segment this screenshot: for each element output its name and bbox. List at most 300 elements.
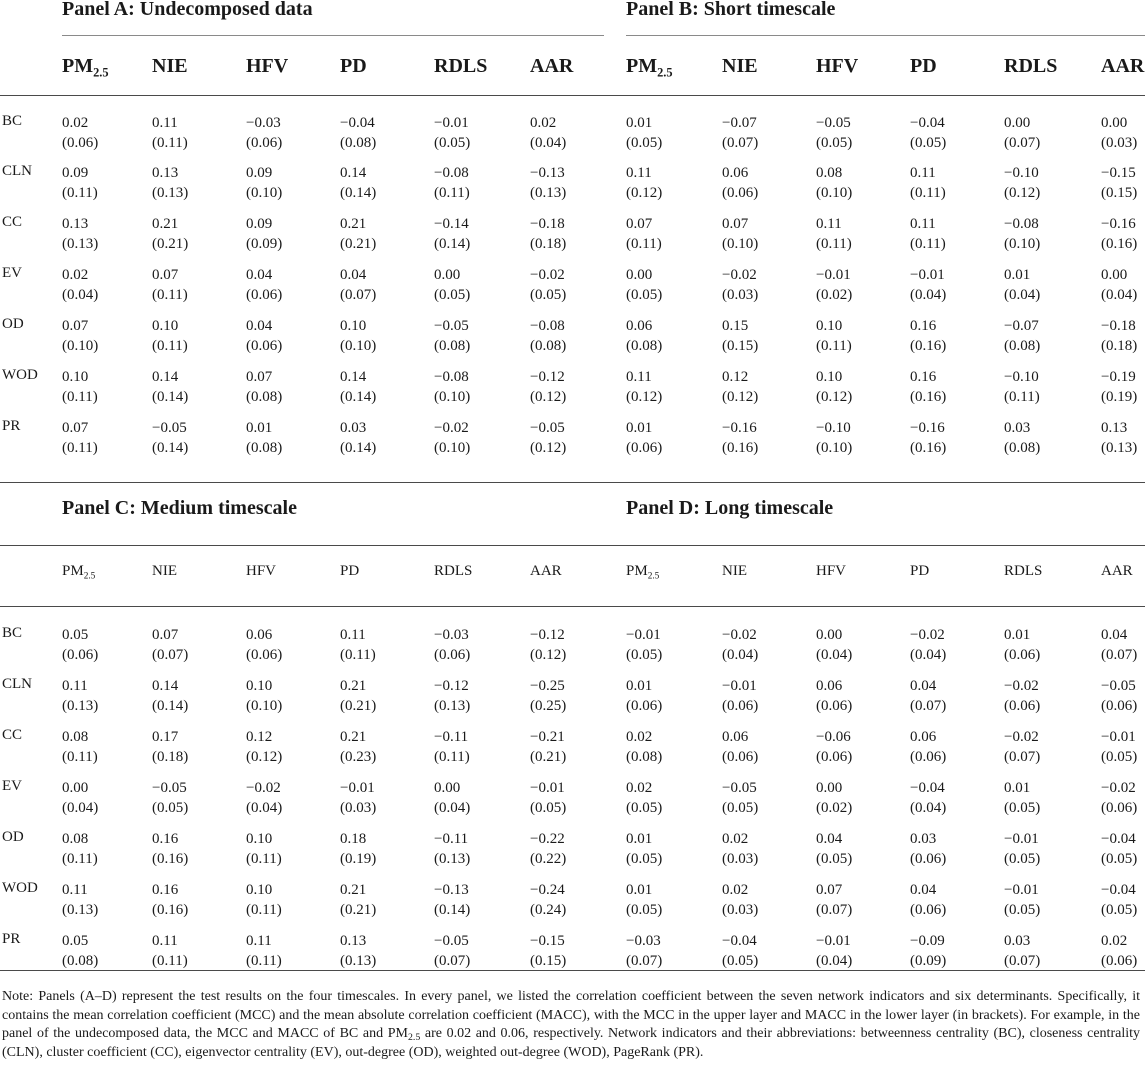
- macc-value: (0.11): [152, 135, 188, 151]
- macc-value: (0.03): [722, 851, 759, 867]
- mcc-value: −0.04: [1101, 831, 1136, 847]
- table-cell: [340, 778, 376, 818]
- table-cell: [340, 931, 376, 971]
- macc-value: (0.19): [340, 851, 377, 867]
- macc-value: (0.08): [246, 440, 283, 456]
- macc-value: (0.05): [626, 135, 663, 151]
- mcc-value: −0.11: [434, 831, 469, 847]
- table-cell: [1101, 676, 1137, 716]
- mcc-value: −0.15: [530, 933, 565, 949]
- mcc-value: −0.18: [1101, 318, 1136, 334]
- col-header-rdls-panel-c: RDLS: [434, 563, 473, 579]
- col-header-rdls-panel-a: RDLS: [434, 55, 488, 77]
- table-cell: [910, 163, 946, 203]
- table-cell: [246, 113, 282, 153]
- macc-value: (0.07): [816, 902, 853, 918]
- mcc-value: −0.05: [434, 318, 469, 334]
- macc-value: (0.08): [530, 338, 567, 354]
- col-header-aar-panel-c: AAR: [530, 563, 562, 579]
- macc-value: (0.14): [434, 902, 471, 918]
- mcc-value: 0.10: [246, 882, 273, 898]
- table-cell: [910, 367, 946, 407]
- table-cell: [434, 625, 470, 665]
- macc-value: (0.13): [152, 185, 189, 201]
- table-cell: [910, 113, 946, 153]
- mcc-value: 0.04: [910, 678, 937, 694]
- mcc-value: 0.18: [340, 831, 367, 847]
- row-label-bc-top: BC: [2, 113, 23, 129]
- macc-value: (0.12): [626, 185, 663, 201]
- table-cell: [434, 778, 470, 818]
- macc-value: (0.05): [152, 800, 189, 816]
- mcc-value: −0.12: [530, 627, 565, 643]
- table-cell: [530, 880, 566, 920]
- mcc-value: 0.04: [910, 882, 937, 898]
- macc-value: (0.03): [1101, 135, 1138, 151]
- row-label-ev-bottom: EV: [2, 778, 22, 794]
- macc-value: (0.06): [434, 647, 471, 663]
- mcc-value: 0.03: [1004, 420, 1031, 436]
- table-cell: [722, 880, 758, 920]
- mcc-value: −0.01: [1101, 729, 1136, 745]
- table-cell: [530, 163, 566, 203]
- mcc-value: 0.11: [246, 933, 272, 949]
- mcc-value: 0.12: [722, 369, 749, 385]
- table-cell: [152, 316, 188, 356]
- mcc-value: −0.05: [434, 933, 469, 949]
- macc-value: (0.10): [340, 338, 377, 354]
- macc-value: (0.11): [246, 851, 282, 867]
- macc-value: (0.06): [246, 647, 283, 663]
- mcc-value: 0.02: [1101, 933, 1128, 949]
- macc-value: (0.05): [626, 287, 663, 303]
- table-cell: [62, 316, 98, 356]
- macc-value: (0.07): [152, 647, 189, 663]
- macc-value: (0.05): [434, 135, 471, 151]
- macc-value: (0.15): [722, 338, 759, 354]
- table-cell: [434, 727, 470, 767]
- table-cell: [62, 829, 98, 869]
- macc-value: (0.11): [152, 338, 188, 354]
- row-label-ev-top: EV: [2, 265, 22, 281]
- macc-value: (0.03): [340, 800, 377, 816]
- macc-value: (0.05): [816, 851, 853, 867]
- macc-value: (0.16): [152, 902, 189, 918]
- mcc-value: −0.16: [1101, 216, 1136, 232]
- macc-value: (0.12): [722, 389, 759, 405]
- mcc-value: −0.01: [434, 115, 469, 131]
- mcc-value: −0.01: [816, 267, 851, 283]
- table-cell: [62, 367, 98, 407]
- macc-value: (0.06): [816, 749, 853, 765]
- mcc-value: 0.07: [152, 267, 179, 283]
- macc-value: (0.16): [910, 338, 947, 354]
- col-header-aar-panel-a: AAR: [530, 55, 574, 77]
- mcc-value: −0.04: [340, 115, 375, 131]
- table-cell: [530, 676, 566, 716]
- row-label-cc-top: CC: [2, 214, 23, 230]
- mcc-value: 0.08: [62, 831, 89, 847]
- macc-value: (0.08): [1004, 440, 1041, 456]
- macc-value: (0.04): [434, 800, 471, 816]
- table-cell: [246, 676, 282, 716]
- mcc-value: −0.21: [530, 729, 565, 745]
- macc-value: (0.13): [62, 236, 99, 252]
- col-header-hfv-panel-a: HFV: [246, 55, 289, 77]
- mcc-value: 0.13: [152, 165, 179, 181]
- mcc-value: 0.05: [62, 627, 89, 643]
- macc-value: (0.04): [910, 800, 947, 816]
- macc-value: (0.12): [530, 440, 567, 456]
- macc-value: (0.05): [1004, 800, 1041, 816]
- table-cell: [246, 931, 282, 971]
- table-cell: [722, 676, 758, 716]
- row-label-od-bottom: OD: [2, 829, 24, 845]
- macc-value: (0.05): [1004, 851, 1041, 867]
- mcc-value: −0.04: [910, 115, 945, 131]
- table-cell: [530, 367, 566, 407]
- mcc-value: 0.11: [152, 115, 178, 131]
- macc-value: (0.13): [530, 185, 567, 201]
- macc-value: (0.06): [62, 647, 99, 663]
- row-label-pr-top: PR: [2, 418, 21, 434]
- table-cell: [816, 625, 852, 665]
- mcc-value: −0.04: [910, 780, 945, 796]
- panel-c-title: Panel C: Medium timescale: [62, 497, 297, 519]
- table-cell: [340, 113, 376, 153]
- macc-value: (0.06): [1004, 698, 1041, 714]
- table-cell: [816, 367, 852, 407]
- table-cell: [722, 214, 758, 254]
- macc-value: (0.18): [152, 749, 189, 765]
- macc-value: (0.04): [910, 287, 947, 303]
- mcc-value: 0.02: [530, 115, 557, 131]
- macc-value: (0.12): [530, 647, 567, 663]
- table-cell: [434, 676, 470, 716]
- macc-value: (0.08): [1004, 338, 1041, 354]
- mcc-value: 0.10: [246, 678, 273, 694]
- mcc-value: 0.01: [246, 420, 273, 436]
- mcc-value: 0.07: [62, 420, 89, 436]
- macc-value: (0.06): [910, 851, 947, 867]
- table-cell: [530, 727, 566, 767]
- macc-value: (0.21): [340, 236, 377, 252]
- mcc-value: 0.17: [152, 729, 179, 745]
- macc-value: (0.04): [1101, 287, 1138, 303]
- macc-value: (0.05): [1101, 851, 1138, 867]
- macc-value: (0.06): [1004, 647, 1041, 663]
- macc-value: (0.14): [434, 236, 471, 252]
- macc-value: (0.21): [340, 698, 377, 714]
- macc-value: (0.08): [62, 953, 99, 969]
- macc-value: (0.15): [530, 953, 567, 969]
- mcc-value: 0.03: [910, 831, 937, 847]
- table-cell: [626, 880, 662, 920]
- table-cell: [246, 727, 282, 767]
- mcc-value: 0.04: [246, 318, 273, 334]
- mcc-value: 0.06: [816, 678, 843, 694]
- table-cell: [152, 880, 188, 920]
- table-cell: [626, 727, 662, 767]
- mcc-value: 0.04: [1101, 627, 1128, 643]
- mcc-value: 0.01: [1004, 780, 1031, 796]
- table-cell: [434, 265, 470, 305]
- macc-value: (0.06): [722, 185, 759, 201]
- macc-value: (0.16): [910, 440, 947, 456]
- table-cell: [1004, 880, 1040, 920]
- col-header-rdls-panel-d: RDLS: [1004, 563, 1043, 579]
- macc-value: (0.11): [434, 749, 470, 765]
- mcc-value: −0.08: [434, 165, 469, 181]
- macc-value: (0.22): [530, 851, 567, 867]
- mcc-value: 0.07: [816, 882, 843, 898]
- mcc-value: −0.01: [722, 678, 757, 694]
- mcc-value: 0.14: [152, 369, 179, 385]
- mcc-value: −0.01: [816, 933, 851, 949]
- mcc-value: 0.11: [626, 165, 652, 181]
- macc-value: (0.07): [1004, 953, 1041, 969]
- macc-value: (0.08): [434, 338, 471, 354]
- macc-value: (0.06): [246, 135, 283, 151]
- mcc-value: 0.09: [246, 216, 273, 232]
- macc-value: (0.16): [722, 440, 759, 456]
- macc-value: (0.13): [62, 698, 99, 714]
- mcc-value: −0.04: [722, 933, 757, 949]
- macc-value: (0.14): [152, 698, 189, 714]
- col-header-aar-panel-d: AAR: [1101, 563, 1133, 579]
- macc-value: (0.11): [340, 647, 376, 663]
- table-cell: [434, 367, 470, 407]
- table-cell: [626, 163, 662, 203]
- macc-value: (0.04): [722, 647, 759, 663]
- mcc-value: 0.11: [626, 369, 652, 385]
- mcc-value: 0.21: [340, 882, 367, 898]
- mcc-value: −0.12: [434, 678, 469, 694]
- table-cell: [626, 316, 662, 356]
- table-cell: [530, 214, 566, 254]
- macc-value: (0.05): [1004, 902, 1041, 918]
- mcc-value: 0.21: [340, 678, 367, 694]
- macc-value: (0.05): [626, 800, 663, 816]
- macc-value: (0.07): [910, 698, 947, 714]
- table-cell: [1101, 418, 1137, 458]
- macc-value: (0.11): [62, 440, 98, 456]
- col-header-nie-panel-d: NIE: [722, 563, 747, 579]
- col-header-pm-panel-a: $PM_{2.5}$: [62, 55, 109, 80]
- mcc-value: 0.11: [340, 627, 366, 643]
- table-cell: [1101, 265, 1137, 305]
- row-label-wod-bottom: WOD: [2, 880, 38, 896]
- macc-value: (0.05): [626, 902, 663, 918]
- mcc-value: 0.02: [62, 267, 89, 283]
- mcc-value: −0.03: [246, 115, 281, 131]
- macc-value: (0.05): [722, 953, 759, 969]
- mcc-value: −0.04: [1101, 882, 1136, 898]
- macc-value: (0.08): [340, 135, 377, 151]
- col-header-nie-panel-b: NIE: [722, 55, 758, 77]
- mcc-value: 0.02: [626, 780, 653, 796]
- mcc-value: −0.05: [1101, 678, 1136, 694]
- table-cell: [816, 163, 852, 203]
- macc-value: (0.13): [434, 851, 471, 867]
- macc-value: (0.12): [246, 749, 283, 765]
- table-cell: [1101, 367, 1137, 407]
- table-cell: [816, 829, 852, 869]
- table-cell: [1101, 931, 1137, 971]
- mcc-value: −0.02: [722, 267, 757, 283]
- table-cell: [1004, 829, 1040, 869]
- col-header-hfv-panel-b: HFV: [816, 55, 859, 77]
- mcc-value: −0.01: [530, 780, 565, 796]
- table-cell: [626, 418, 662, 458]
- col-header-rdls-panel-b: RDLS: [1004, 55, 1058, 77]
- macc-value: (0.10): [62, 338, 99, 354]
- table-cell: [1004, 316, 1040, 356]
- mcc-value: 0.12: [246, 729, 273, 745]
- macc-value: (0.08): [626, 749, 663, 765]
- table-cell: [246, 214, 282, 254]
- mcc-value: −0.01: [1004, 831, 1039, 847]
- mcc-value: 0.07: [722, 216, 749, 232]
- row-label-od-top: OD: [2, 316, 24, 332]
- macc-value: (0.16): [910, 389, 947, 405]
- macc-value: (0.10): [1004, 236, 1041, 252]
- table-cell: [1004, 778, 1040, 818]
- table-cell: [152, 778, 188, 818]
- table-cell: [910, 829, 946, 869]
- mcc-value: −0.08: [434, 369, 469, 385]
- table-cell: [152, 214, 188, 254]
- table-cell: [1101, 625, 1137, 665]
- mcc-value: 0.07: [626, 216, 653, 232]
- table-cell: [722, 829, 758, 869]
- table-cell: [530, 931, 566, 971]
- table-cell: [910, 214, 946, 254]
- panel-b-title-rule: [626, 35, 1145, 36]
- table-cell: [1101, 778, 1137, 818]
- macc-value: (0.05): [530, 800, 567, 816]
- mcc-value: −0.14: [434, 216, 469, 232]
- macc-value: (0.07): [434, 953, 471, 969]
- table-cell: [62, 931, 98, 971]
- mcc-value: −0.22: [530, 831, 565, 847]
- mcc-value: 0.04: [340, 267, 367, 283]
- macc-value: (0.11): [152, 287, 188, 303]
- macc-value: (0.03): [722, 287, 759, 303]
- table-cell: [626, 214, 662, 254]
- macc-value: (0.04): [816, 647, 853, 663]
- table-cell: [816, 214, 852, 254]
- mcc-value: 0.10: [62, 369, 89, 385]
- table-cell: [530, 418, 566, 458]
- macc-value: (0.11): [62, 749, 98, 765]
- mcc-value: 0.06: [910, 729, 937, 745]
- mcc-value: 0.06: [722, 165, 749, 181]
- macc-value: (0.11): [152, 953, 188, 969]
- mcc-value: 0.16: [152, 831, 179, 847]
- mcc-value: −0.19: [1101, 369, 1136, 385]
- macc-value: (0.10): [246, 185, 283, 201]
- macc-value: (0.06): [626, 698, 663, 714]
- macc-value: (0.11): [816, 236, 852, 252]
- mcc-value: 0.11: [910, 216, 936, 232]
- mcc-value: 0.14: [152, 678, 179, 694]
- macc-value: (0.11): [1004, 389, 1040, 405]
- table-cell: [152, 676, 188, 716]
- table-cell: [626, 778, 662, 818]
- mcc-value: −0.02: [722, 627, 757, 643]
- macc-value: (0.14): [340, 440, 377, 456]
- col-header-hfv-panel-d: HFV: [816, 563, 847, 579]
- macc-value: (0.06): [816, 698, 853, 714]
- mcc-value: 0.02: [62, 115, 89, 131]
- macc-value: (0.21): [340, 902, 377, 918]
- macc-value: (0.11): [434, 185, 470, 201]
- mcc-value: 0.10: [246, 831, 273, 847]
- macc-value: (0.25): [530, 698, 567, 714]
- macc-value: (0.11): [246, 953, 282, 969]
- table-cell: [722, 625, 758, 665]
- mcc-value: 0.00: [816, 627, 843, 643]
- macc-value: (0.13): [1101, 440, 1138, 456]
- mcc-value: −0.16: [910, 420, 945, 436]
- macc-value: (0.19): [1101, 389, 1138, 405]
- mcc-value: −0.07: [722, 115, 757, 131]
- table-cell: [62, 625, 98, 665]
- mcc-value: 0.07: [152, 627, 179, 643]
- macc-value: (0.10): [434, 440, 471, 456]
- panel-d-title: Panel D: Long timescale: [626, 497, 834, 519]
- table-cell: [340, 265, 376, 305]
- macc-value: (0.08): [626, 338, 663, 354]
- macc-value: (0.05): [626, 851, 663, 867]
- mcc-value: −0.15: [1101, 165, 1136, 181]
- table-cell: [530, 316, 566, 356]
- mcc-value: 0.09: [246, 165, 273, 181]
- table-cell: [152, 418, 188, 458]
- mcc-value: 0.01: [626, 420, 653, 436]
- table-cell: [816, 113, 852, 153]
- mcc-value: 0.10: [340, 318, 367, 334]
- mcc-value: −0.13: [530, 165, 565, 181]
- mcc-value: −0.05: [816, 115, 851, 131]
- mcc-value: 0.16: [910, 369, 937, 385]
- table-cell: [62, 676, 98, 716]
- mcc-value: 0.02: [722, 882, 749, 898]
- macc-value: (0.13): [62, 902, 99, 918]
- mcc-value: 0.10: [152, 318, 179, 334]
- table-cell: [816, 931, 852, 971]
- mcc-value: 0.03: [340, 420, 367, 436]
- table-cell: [246, 829, 282, 869]
- table-cell: [910, 931, 946, 971]
- mcc-value: −0.11: [434, 729, 469, 745]
- table-cell: [152, 265, 188, 305]
- macc-value: (0.11): [910, 185, 946, 201]
- table-cell: [1004, 265, 1040, 305]
- table-cell: [246, 625, 282, 665]
- table-cell: [340, 829, 376, 869]
- mcc-value: 0.01: [1004, 267, 1031, 283]
- table-cell: [340, 214, 376, 254]
- col-header-pd-panel-b: PD: [910, 55, 937, 77]
- table-cell: [434, 418, 470, 458]
- bottom-title-rule: [0, 545, 1145, 546]
- mcc-value: 0.01: [626, 678, 653, 694]
- macc-value: (0.24): [530, 902, 567, 918]
- row-label-cln-top: CLN: [2, 163, 32, 179]
- mcc-value: −0.06: [816, 729, 851, 745]
